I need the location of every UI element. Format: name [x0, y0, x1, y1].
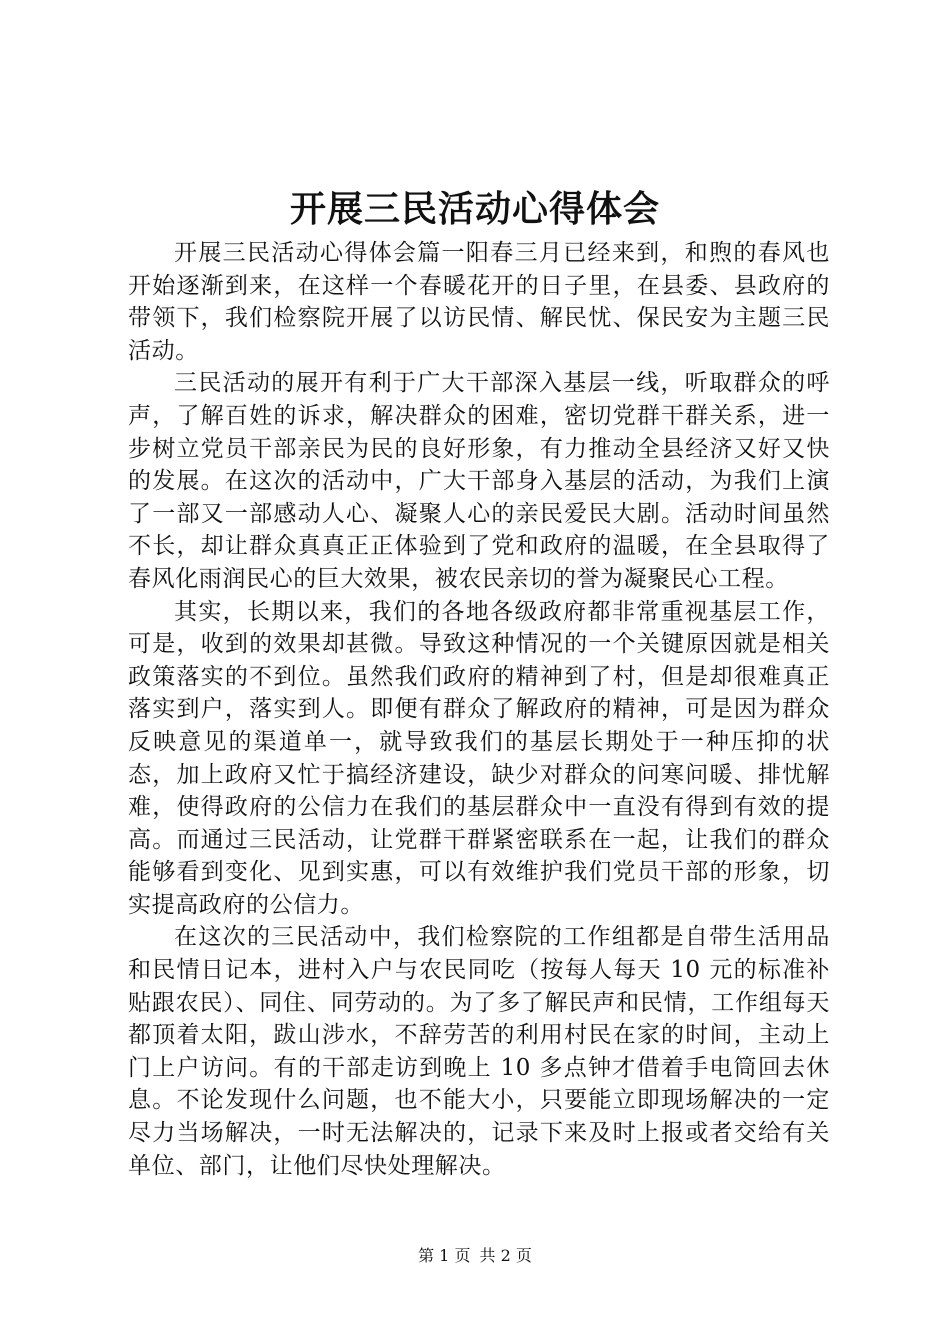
page-footer: [0, 1246, 950, 1266]
paragraph-1: 开展三民活动心得体会篇一阳春三月已经来到，和煦的春风也开始逐渐到来，在这样一个春暖花开的日子里，在县委、县政府的带领下，我们检察院开展了以访民情、解民忧、保民安为主题三民活动。: [128, 240, 830, 364]
document-title: 开展三民活动心得体会: [289, 188, 660, 230]
paragraph-4: 在这次的三民活动中，我们检察院的工作组都是自带生活用品和民情日记本，进村入户与农民同吃（按每人每天 10 元的标准补贴跟农民）、同住、同劳动的。为了多了解民声和民情，工作组每天都顶着太阳，跋山涉水，不辞劳苦的利用村民在家的时间，主动上门上户访问。有的干部走访到晚上 10 多点钟才借着手电筒回去休息。不论发现什么问题，也不能大小，只要能立即现场解决的一定尽力当场解决，一时无法解决的，记录下来及时上报或者交给有关单位、部门，让他们尽快处理解决。: [128, 924, 830, 1179]
page-number-total: 共 2 页: [479, 1246, 532, 1265]
paragraph-2: 三民活动的展开有利于广大干部深入基层一线，听取群众的呼声，了解百姓的诉求，解决群众的困难，密切党群干群关系，进一步树立党员干部亲民为民的良好形象，有力推动全县经济又好又快的发展。在这次的活动中，广大干部身入基层的活动，为我们上演了一部又一部感动人心、凝聚人心的亲民爱民大剧。活动时间虽然不长，却让群众真真正正体验到了党和政府的温暖，在全县取得了春风化雨润民心的巨大效果，被农民亲切的誉为凝聚民心工程。: [128, 370, 830, 592]
paragraph-3: 其实，长期以来，我们的各地各级政府都非常重视基层工作，可是，收到的效果却甚微。导致这种情况的一个关键原因就是相关政策落实的不到位。虽然我们政府的精神到了村，但是却很难真正落实到户，落实到人。即便有群众了解政府的精神，可是因为群众反映意见的渠道单一，就导致我们的基层长期处于一种压抑的状态，加上政府又忙于搞经济建设，缺少对群众的问寒问暖、排忧解难，使得政府的公信力在我们的基层群众中一直没有得到有效的提高。而通过三民活动，让党群干群紧密联系在一起，让我们的群众能够看到变化、见到实惠，可以有效维护我们党员干部的形象，切实提高政府的公信力。: [128, 598, 830, 918]
document-body: [128, 237, 830, 1182]
page-number-current: 第 1 页: [418, 1246, 471, 1265]
